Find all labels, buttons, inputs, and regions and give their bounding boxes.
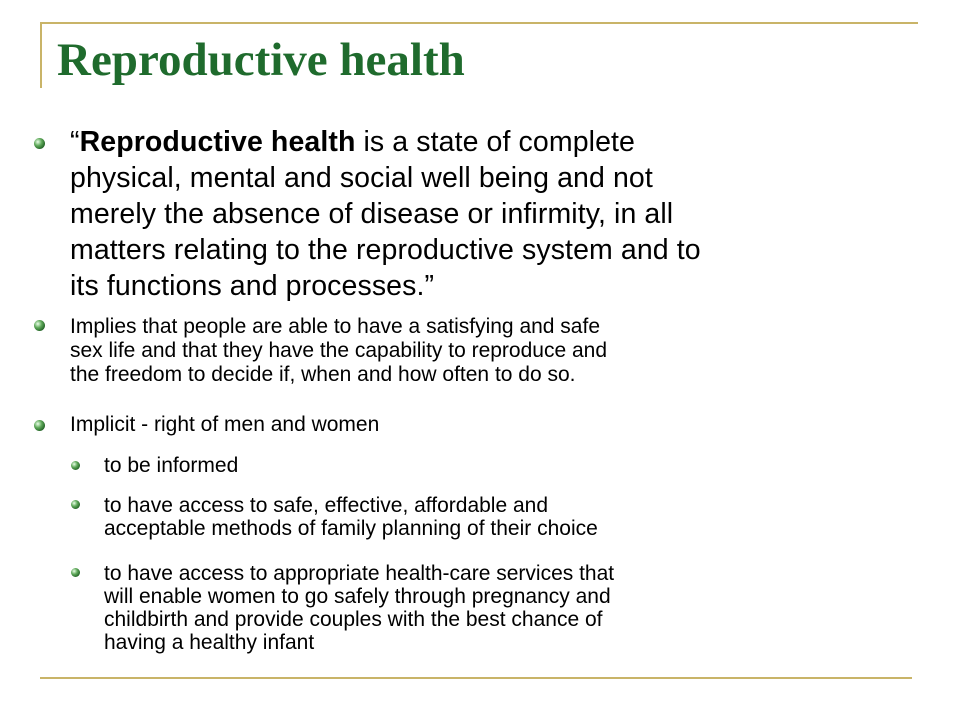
sub-bullet-icon xyxy=(71,461,80,470)
bottom-border-rule xyxy=(40,677,912,679)
text-line: having a healthy infant xyxy=(104,631,315,654)
open-quote: “ xyxy=(70,126,80,158)
text-line: childbirth and provide couples with the best chance of xyxy=(104,608,603,631)
slide-title: Reproductive health xyxy=(57,34,465,86)
left-border-rule xyxy=(40,22,42,88)
text-line: the freedom to decide if, when and how often to do so. xyxy=(70,363,576,386)
bullet-text-implicit xyxy=(70,413,379,437)
text-line: to have access to appropriate health-care services that xyxy=(104,562,615,585)
text-line: its functions and processes.” xyxy=(70,270,435,302)
sub-bullet-text-family-planning xyxy=(104,494,598,540)
bullet-text-definition xyxy=(70,124,701,304)
text-line: will enable women to go safely through pregnancy and xyxy=(104,585,611,608)
text-line: physical, mental and social well being and not xyxy=(70,162,653,194)
sub-bullet-icon xyxy=(71,500,80,509)
bullet-icon xyxy=(34,320,45,331)
bold-term: Reproductive health xyxy=(79,126,356,158)
text-line: Implies that people are able to have a satisfying and safe xyxy=(70,315,601,338)
sub-bullet-icon xyxy=(71,568,80,577)
text-line: merely the absence of disease or infirmity, in all xyxy=(70,198,674,230)
text-line: is a state of complete xyxy=(355,126,635,158)
text-line: Implicit - right of men and women xyxy=(70,413,380,436)
bullet-icon xyxy=(34,138,45,149)
text-line: sex life and that they have the capability to reproduce and xyxy=(70,339,608,362)
bullet-text-implies xyxy=(70,315,607,387)
bullet-icon xyxy=(34,420,45,431)
text-line: to have access to safe, effective, affordable and xyxy=(104,494,549,517)
text-line: acceptable methods of family planning of their choice xyxy=(104,517,598,540)
text-line: matters relating to the reproductive system and to xyxy=(70,234,701,266)
sub-bullet-text-informed xyxy=(104,454,238,477)
top-border-rule xyxy=(40,22,918,24)
sub-bullet-text-health-services xyxy=(104,562,614,654)
text-line: to be informed xyxy=(104,454,239,477)
